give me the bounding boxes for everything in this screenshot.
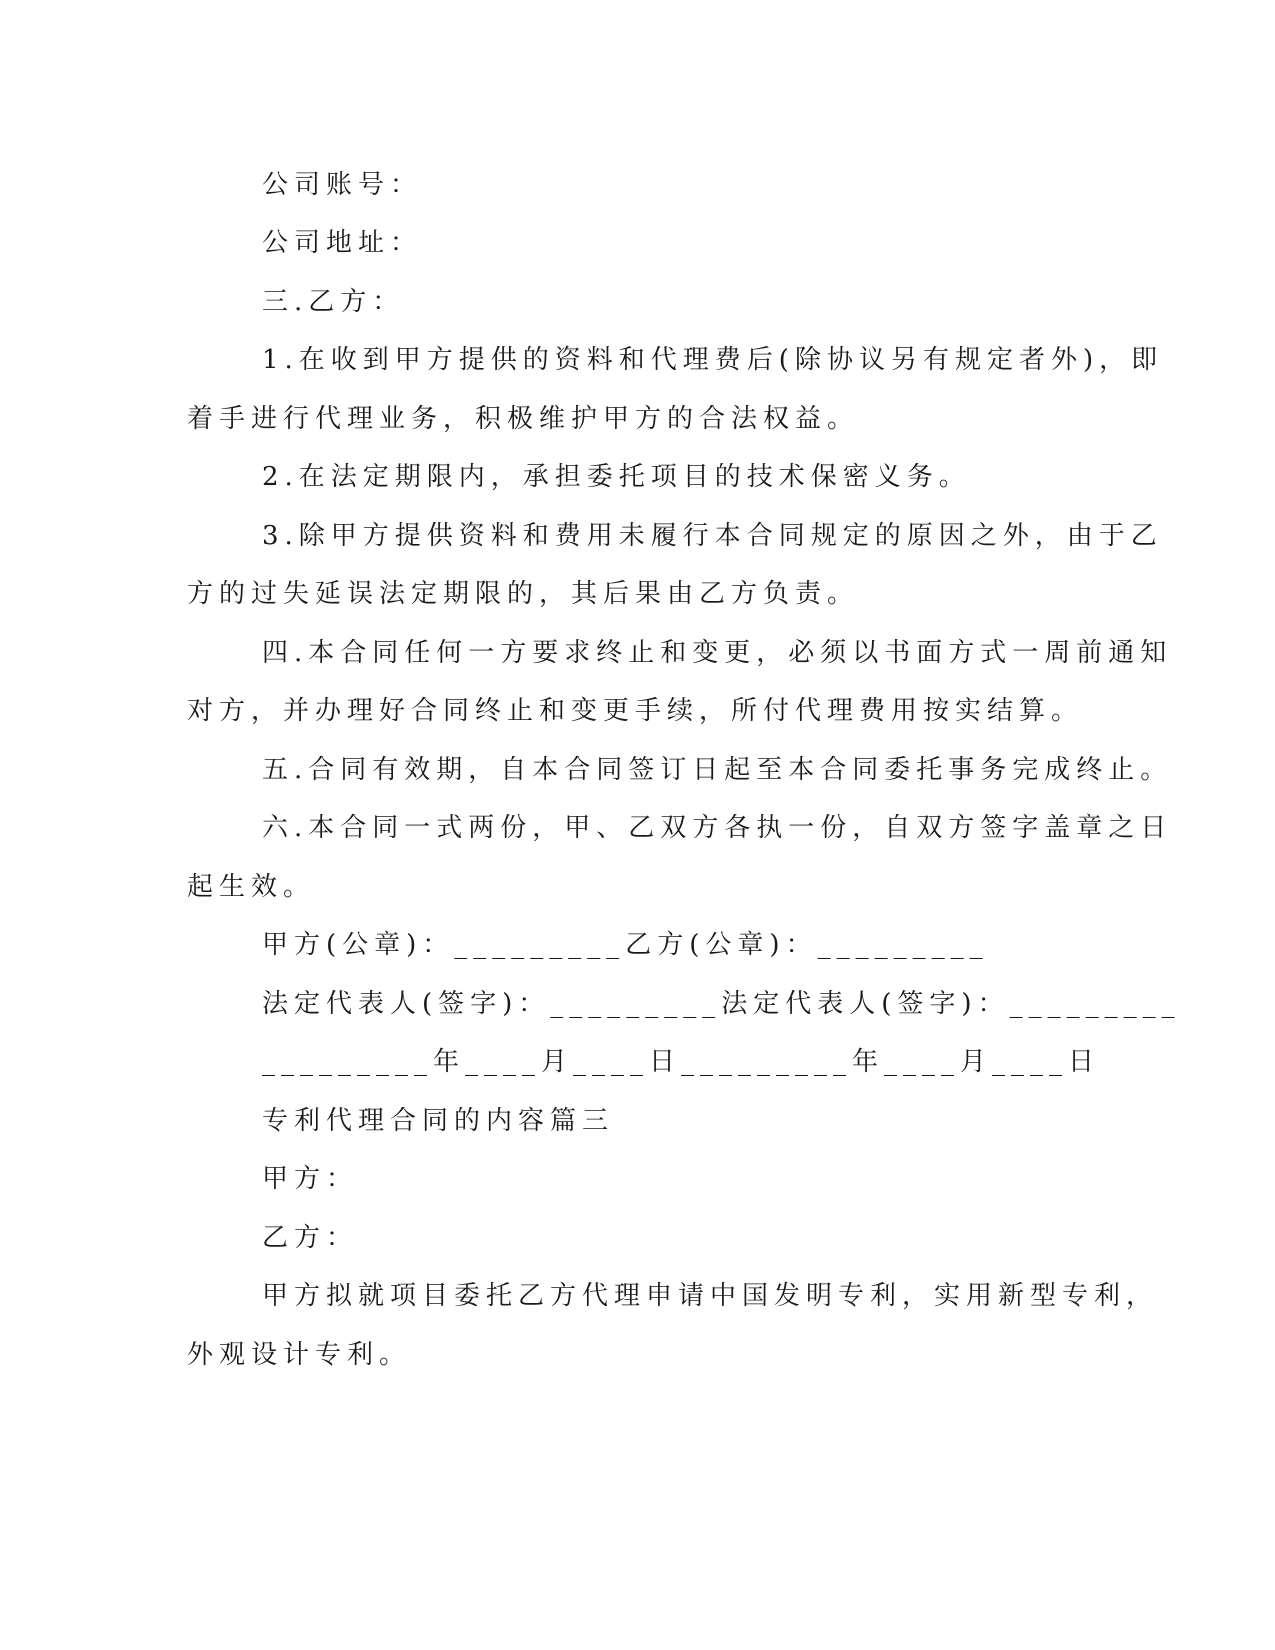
clause4-line1: 四.本合同任何一方要求终止和变更，必须以书面方式一周前通知 (262, 638, 1173, 668)
representative-signature-line: 法定代表人(签字)：_________法定代表人(签字)：_________ (262, 989, 1181, 1019)
intro-line2: 外观设计专利。 (187, 1340, 412, 1370)
intro-line1: 甲方拟就项目委托乙方代理申请中国发明专利，实用新型专利， (262, 1281, 1159, 1311)
item3-line2: 方的过失延误法定期限的，其后果由乙方负责。 (187, 579, 860, 609)
clause6-line1: 六.本合同一式两份，甲、乙双方各执一份，自双方签字盖章之日 (262, 813, 1173, 843)
clause5: 五.合同有效期，自本合同签订日起至本合同委托事务完成终止。 (262, 755, 1173, 785)
clause6-line2: 起生效。 (187, 872, 316, 902)
section-three-heading: 三.乙方： (262, 287, 405, 317)
company-address-label: 公司地址： (262, 228, 423, 258)
company-account-label: 公司账号： (262, 170, 423, 200)
party-b-label: 乙方： (262, 1223, 359, 1253)
clause4-line2: 对方，并办理好合同终止和变更手续，所付代理费用按实结算。 (187, 696, 1084, 726)
part3-title: 专利代理合同的内容篇三 (262, 1106, 615, 1136)
item2: 2.在法定期限内，承担委托项目的技术保密义务。 (262, 462, 971, 492)
item3-line1: 3.除甲方提供资料和费用未履行本合同规定的原因之外，由于乙 (262, 521, 1163, 551)
seal-signature-line: 甲方(公章)：_________乙方(公章)：_________ (262, 930, 989, 960)
date-line: _________年____月____日_________年____月____日 (262, 1047, 1101, 1077)
item1-line2: 着手进行代理业务，积极维护甲方的合法权益。 (187, 404, 860, 434)
party-a-label: 甲方： (262, 1164, 359, 1194)
item1-line1: 1.在收到甲方提供的资料和代理费后(除协议另有规定者外)，即 (262, 345, 1164, 375)
